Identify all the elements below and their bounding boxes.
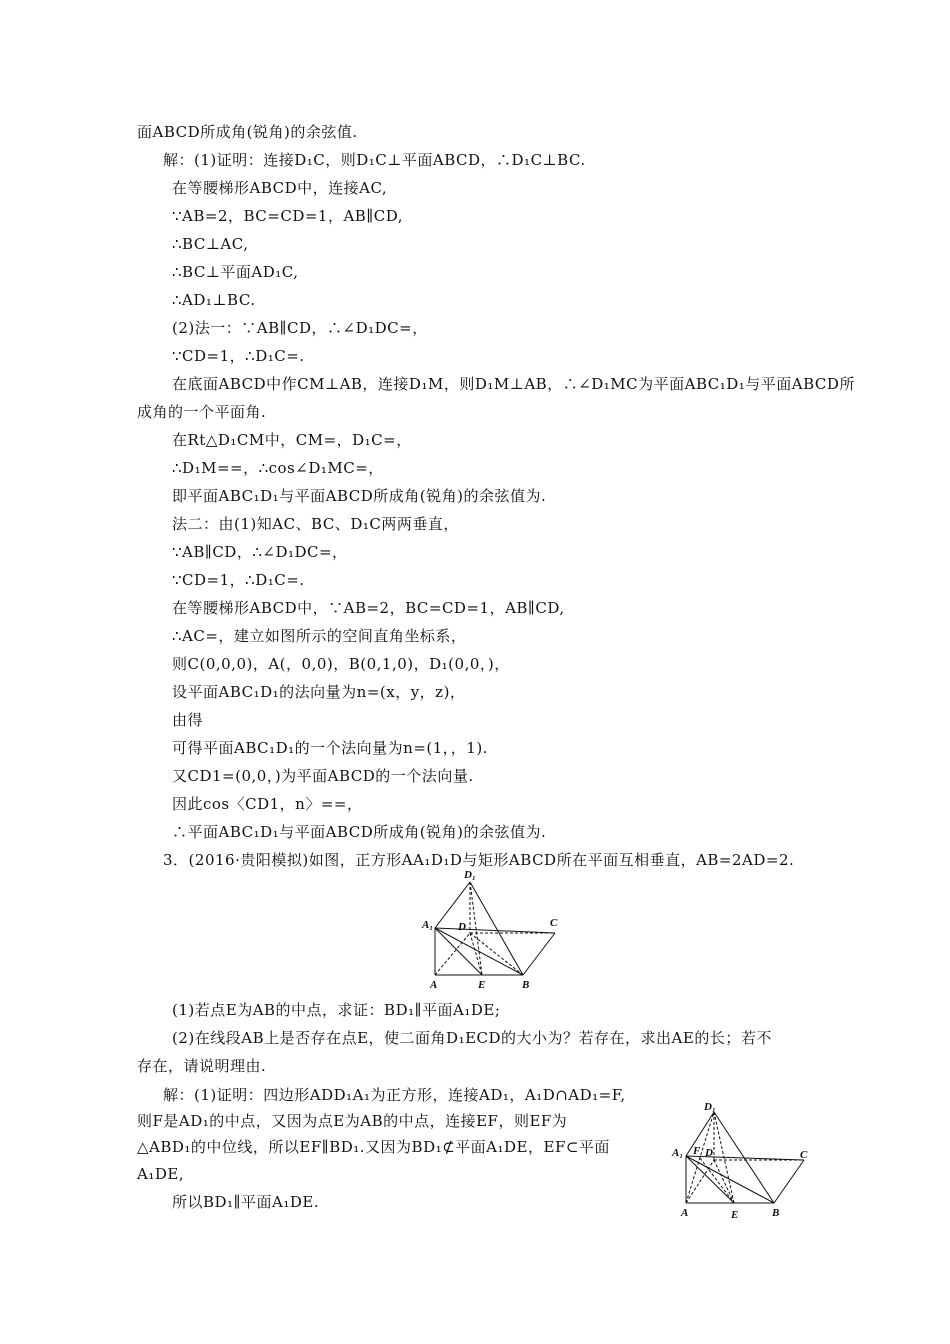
text-line: 则F是AD₁的中点，又因为点E为AB的中点，连接EF，则EF为	[137, 1112, 568, 1130]
text-line: 在等腰梯形ABCD中，连接AC,	[172, 179, 388, 197]
edge-a-d	[686, 1160, 714, 1203]
edge-d-b	[470, 933, 523, 975]
text-line: 设平面ABC₁D₁的法向量为n=(x，y，z)，	[172, 683, 466, 701]
text-line: 3．(2016·贵阳模拟)如图，正方形AA₁D₁D与矩形ABCD所在平面互相垂直，AB=2AD=2.	[163, 851, 795, 869]
text-line: 又CD1=(0,0，)为平面ABCD的一个法向量.	[172, 767, 474, 785]
text-line: ∴BC⊥AC,	[172, 235, 249, 253]
edge-a1-e	[686, 1156, 734, 1203]
text-line: 因此cos〈CD1，n〉==，	[172, 795, 363, 813]
text-line: 所以BD₁∥平面A₁DE.	[172, 1193, 320, 1211]
text-line: 面ABCD所成角(锐角)的余弦值.	[137, 123, 358, 141]
edge-a1-b	[686, 1156, 774, 1203]
text-line: 在等腰梯形ABCD中，∵AB=2，BC=CD=1，AB∥CD,	[172, 599, 565, 617]
label-c: C	[550, 917, 558, 929]
text-line: △ABD₁的中位线，所以EF∥BD₁.又因为BD₁⊄平面A₁DE，EF⊂平面	[137, 1138, 610, 1156]
label-b: B	[522, 979, 530, 990]
edge-a1-e	[435, 928, 482, 975]
text-line: 在Rt△D₁CM中，CM=，D₁C=，	[172, 431, 412, 449]
label-b: B	[772, 1207, 780, 1219]
edge-b-c	[523, 933, 555, 975]
text-line: 解：(1)证明：四边形ADD₁A₁为正方形，连接AD₁，A₁D∩AD₁=F,	[163, 1086, 626, 1104]
text-line: ∴AD₁⊥BC.	[172, 291, 256, 309]
label-d: D	[458, 921, 466, 933]
edge-d-e	[714, 1160, 734, 1203]
text-line: 即平面ABC₁D₁与平面ABCD所成角(锐角)的余弦值为.	[172, 487, 547, 505]
text-line: ∴BC⊥平面AD₁C,	[172, 263, 299, 281]
text-line: 由得	[172, 711, 204, 729]
text-line: ∴D₁M==，∴cos∠D₁MC=，	[172, 459, 384, 477]
label-d1: D₁	[704, 1101, 716, 1113]
text-line: 成角的一个平面角.	[137, 403, 267, 421]
label-a: A	[430, 979, 438, 990]
text-line: 在底面ABCD中作CM⊥AB，连接D₁M，则D₁M⊥AB，∴∠D₁MC为平面ABC₁D₁与平面ABCD所	[172, 375, 855, 393]
text-line: ∵AB=2，BC=CD=1，AB∥CD,	[172, 207, 403, 225]
label-c: C	[800, 1149, 808, 1161]
edge-b-c	[774, 1160, 804, 1203]
label-a1: A₁	[422, 919, 434, 931]
edge-a-d	[435, 933, 470, 975]
edge-a1-c	[435, 928, 555, 933]
text-line: (2)在线段AB上是否存在点E，使二面角D₁ECD的大小为？若存在，求出AE的长；若不	[172, 1029, 772, 1047]
text-line: (2)法一：∵AB∥CD，∴∠D₁DC=，	[172, 319, 428, 337]
label-e: E	[731, 1209, 739, 1221]
text-line: 可得平面ABC₁D₁的一个法向量为n=(1，，1).	[172, 739, 488, 757]
text-line: 存在，请说明理由.	[137, 1057, 267, 1075]
label-a: A	[681, 1207, 689, 1219]
label-a1: A₁	[672, 1147, 684, 1159]
text-line: (1)若点E为AB的中点，求证：BD₁∥平面A₁DE;	[172, 1001, 501, 1019]
text-line: A₁DE,	[137, 1165, 185, 1183]
edge-d1-e	[470, 882, 482, 975]
text-line: ∵AB∥CD，∴∠D₁DC=，	[172, 543, 348, 561]
label-d1: D₁	[464, 869, 476, 881]
geometry-figure	[418, 866, 568, 990]
label-d: D	[705, 1147, 713, 1159]
text-line: ∵CD=1，∴D₁C=.	[172, 347, 305, 365]
text-line: 解：(1)证明：连接D₁C，则D₁C⊥平面ABCD，∴D₁C⊥BC.	[163, 151, 586, 169]
text-line: 法二：由(1)知AC、BC、D₁C两两垂直，	[172, 515, 459, 533]
label-e: E	[478, 979, 486, 990]
text-line: ∵CD=1，∴D₁C=.	[172, 571, 305, 589]
text-line: ∴AC=，建立如图所示的空间直角坐标系，	[172, 627, 467, 645]
text-line: ∴平面ABC₁D₁与平面ABCD所成角(锐角)的余弦值为.	[172, 823, 547, 841]
geometry-figure-solution	[668, 1098, 818, 1222]
text-line: 则C(0,0,0)，A(，0,0)，B(0,1,0)，D₁(0,0，)，	[172, 655, 510, 673]
label-f: F	[693, 1145, 701, 1157]
